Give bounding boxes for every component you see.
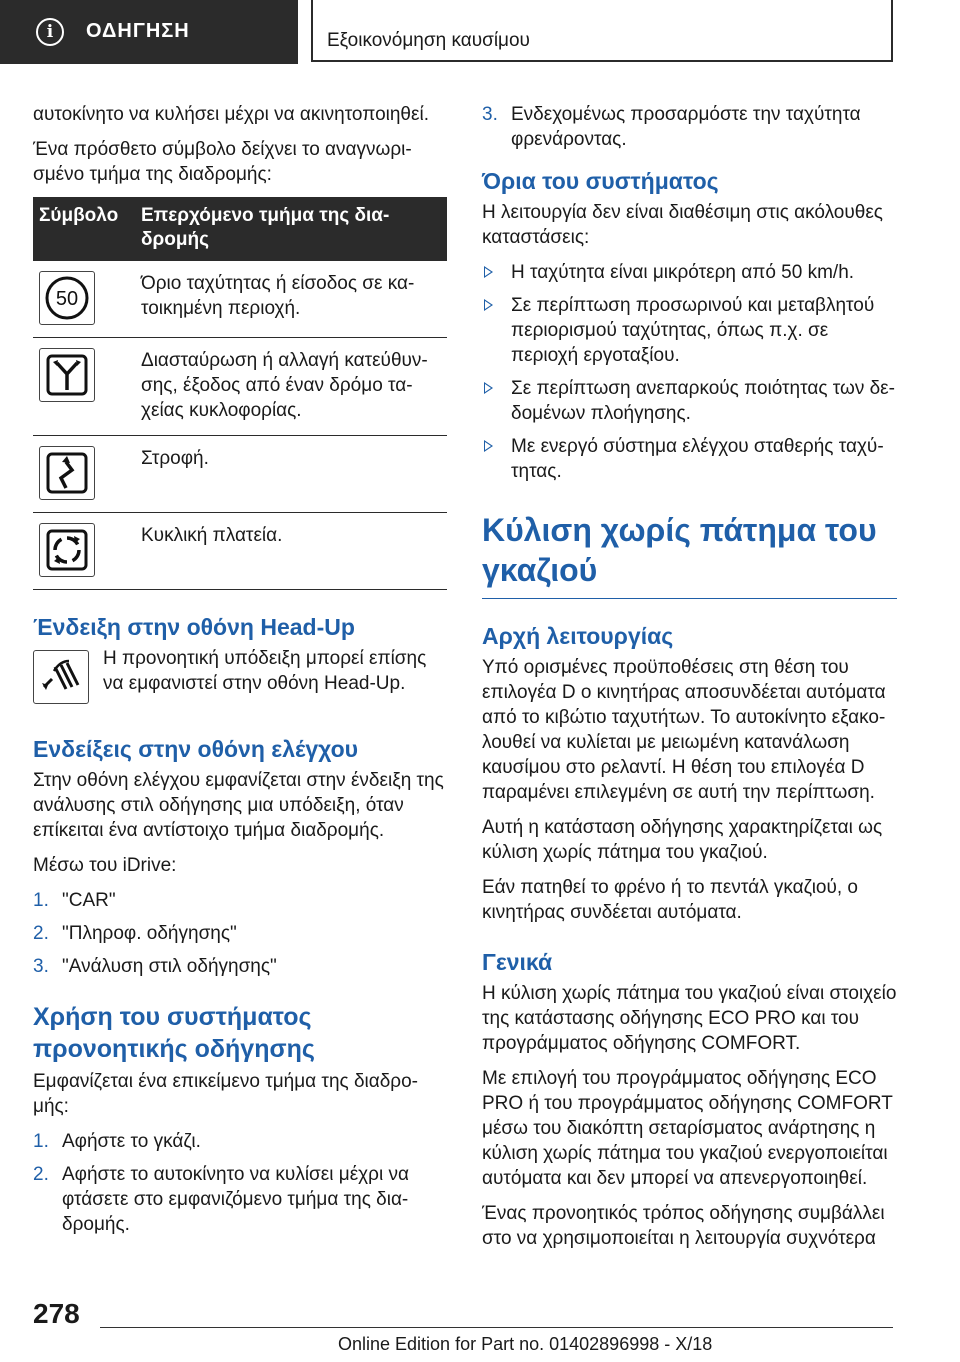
paragraph: Μέσω του iDrive: — [33, 855, 177, 876]
hud-coasting-icon — [33, 650, 89, 704]
paragraph: Ένας προνοητικός τρόπος οδήγησης συμβάλλει στο να χρησιμοποιείται η λειτουργία συχνότερα — [482, 1203, 885, 1249]
heading-use-system: Χρήση του συστήματος προνοητικής οδήγησης — [33, 1003, 315, 1063]
paragraph: Εάν πατηθεί το φρένο ή το πεντάλ γκαζιού, ο κινητήρας συνδέεται αυτόματα. — [482, 877, 858, 923]
hud-block — [33, 646, 447, 704]
use-steps-continued — [482, 102, 897, 152]
table-cell: Κυκλική πλατεία. — [135, 513, 447, 590]
idrive-steps — [33, 888, 447, 979]
paragraph: Ένα πρόσθετο σύμβολο δείχνει το αναγνωρι-σμένο τμήμα της διαδρομής: — [33, 139, 412, 185]
list-item: 3. Ενδεχομένως προσαρμόστε την ταχύτητα φρενάροντας. — [482, 104, 861, 150]
info-icon: i — [36, 18, 64, 46]
table-row — [33, 261, 447, 338]
left-column — [33, 102, 447, 1245]
paragraph: Εμφανίζεται ένα επικείμενο τμήμα της διαδρο-μής: — [33, 1071, 419, 1117]
table-cell: Διασταύρωση ή αλλαγή κατεύθυν-σης, έξοδος από έναν δρόμο τα-χείας κυκλοφορίας. — [135, 338, 447, 436]
table-header-row — [33, 197, 447, 261]
heading-hud: Ένδειξη στην οθόνη Head-Up — [33, 614, 355, 640]
page-header — [0, 0, 960, 66]
footer-divider — [100, 1327, 893, 1328]
list-item: 2. Αφήστε το αυτοκίνητο να κυλίσει μέχρι να φτάσετε στο εμφανιζόμενο τμήμα της δια-δρομής. — [33, 1164, 409, 1235]
list-item: 3. "Ανάλυση στιλ οδήγησης" — [33, 956, 277, 977]
paragraph: Στην οθόνη ελέγχου εμφανίζεται στην ένδειξη της ανάλυσης στιλ οδήγησης μια υπόδειξη, όταν επίκειται ένα αντίστοιχο τμήμα διαδρομής. — [33, 770, 444, 841]
header-section-title: ΟΔΗΓΗΣΗ — [86, 20, 190, 42]
bullet-triangle-icon — [484, 440, 493, 452]
paragraph: Αυτή η κατάσταση οδήγησης χαρακτηρίζεται ως κύλιση χωρίς πάτημα του γκαζιού. — [482, 817, 883, 863]
bullet-triangle-icon — [484, 299, 493, 311]
heading-coasting: Κύλιση χωρίς πάτημα του γκαζιού — [482, 510, 897, 599]
list-item: Η ταχύτητα είναι μικρότερη από 50 km/h. — [482, 260, 897, 285]
footer-edition: Online Edition for Part no. 01402896998 - X/18 — [338, 1334, 713, 1354]
paragraph: Υπό ορισμένες προϋποθέσεις στη θέση του επιλογέα D ο κινητήρας αποσυνδέεται αυτόματα από το κιβώτιο ταχυτήτων. Το αυτοκίνητο εξακο-λουθεί να κυλίεται με μειωμένη κατανάλωση καυσίμου στο ρελαντί. Η θέση του επιλογέα D παραμένει επιλεγμένη σε αυτή την περίπτωση. — [482, 657, 886, 803]
bullet-triangle-icon — [484, 382, 493, 394]
list-item: Σε περίπτωση προσωρινού και μεταβλητού περιορισμού ταχύτητας, όπως π.χ. σε περιοχή εργοταξίου. — [482, 293, 897, 368]
table-cell: Στροφή. — [135, 436, 447, 513]
speed-limit-50-icon — [39, 271, 95, 325]
header-subsection-box — [311, 0, 893, 62]
paragraph: Με επιλογή του προγράμματος οδήγησης ECO PRO ή του προγράμματος οδήγησης COMFORT μέσω του διακόπτη σεταρίσματος ανάρτησης η κύλιση χωρίς πάτημα του γκαζιού ενεργοποιείται αυτόματα και δεν μπορεί να απενεργοποιηθεί. — [482, 1068, 893, 1189]
heading-control-display: Ενδείξεις στην οθόνη ελέγχου — [33, 736, 358, 762]
paragraph: Η λειτουργία δεν είναι διαθέσιμη στις ακόλουθες καταστάσεις: — [482, 202, 883, 248]
header-section-tab — [0, 0, 298, 64]
list-item: Με ενεργό σύστημα ελέγχου σταθερής ταχύ-τητας. — [482, 434, 897, 484]
list-item: Σε περίπτωση ανεπαρκούς ποιότητας των δε-δομένων πλοήγησης. — [482, 376, 897, 426]
curve-icon — [39, 446, 95, 500]
heading-system-limits: Όρια του συστήματος — [482, 168, 719, 194]
heading-principle: Αρχή λειτουργίας — [482, 623, 674, 649]
svg-text:50: 50 — [55, 288, 79, 310]
table-row — [33, 513, 447, 590]
junction-icon — [39, 348, 95, 402]
bullet-triangle-icon — [484, 266, 493, 278]
symbol-table — [33, 197, 447, 590]
hud-text: Η προνοητική υπόδειξη μπορεί επίσης να εμφανιστεί στην οθόνη Head-Up. — [103, 648, 427, 694]
header-subsection-title: Εξοικονόμηση καυσίμου — [327, 30, 530, 51]
table-header-segment: Επερχόμενο τμήμα της δια-δρομής — [135, 197, 447, 261]
roundabout-icon — [39, 523, 95, 577]
table-cell: Όριο ταχύτητας ή είσοδος σε κα-τοικημένη περιοχή. — [135, 261, 447, 338]
list-item: 2. "Πληροφ. οδήγησης" — [33, 923, 237, 944]
paragraph: Η κύλιση χωρίς πάτημα του γκαζιού είναι στοιχείο της κατάστασης οδήγησης ECO PRO και του προγράμματος οδήγησης COMFORT. — [482, 983, 897, 1054]
table-header-symbol: Σύμβολο — [33, 197, 135, 261]
list-item: 1. Αφήστε το γκάζι. — [33, 1131, 201, 1152]
page-number: 278 — [33, 1298, 80, 1329]
limits-list — [482, 260, 897, 484]
list-item: 1. "CAR" — [33, 890, 116, 911]
use-steps — [33, 1129, 447, 1237]
heading-general: Γενικά — [482, 949, 553, 975]
table-row — [33, 436, 447, 513]
table-row — [33, 338, 447, 436]
paragraph: αυτοκίνητο να κυλήσει μέχρι να ακινητοποιηθεί. — [33, 104, 429, 125]
right-column — [482, 102, 897, 1261]
